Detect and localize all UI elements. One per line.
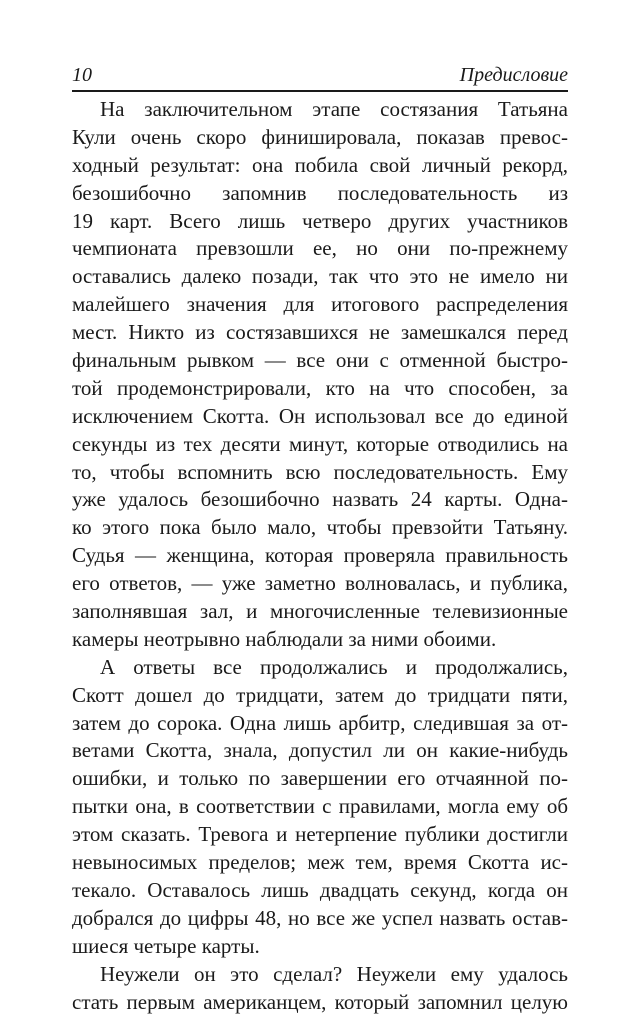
text-line: пытки она, в соответствии с правилами, могла ему об [72,793,568,821]
text-line: ошибки, и только по завершении его отчаянной по- [72,765,568,793]
text-line: добрался до цифры 48, но все же успел назвать остав- [72,905,568,933]
text-line: стать первым американцем, который запомнил целую [72,989,568,1016]
page-number: 10 [72,64,92,87]
text-line: той продемонстрировали, кто на что способен, за [72,375,568,403]
paragraph [72,96,568,654]
text-line: его ответов, — уже заметно волновалась, и публика, [72,570,568,598]
body-text [72,96,568,1016]
text-line: невыносимых пределов; меж тем, время Скотта ис- [72,849,568,877]
text-line: ко этого пока было мало, чтобы превзойти Татьяну. [72,514,568,542]
text-line: чемпионата превзошли ее, но они по-прежнему [72,235,568,263]
text-line: текало. Оставалось лишь двадцать секунд, когда он [72,877,568,905]
text-line: Судья — женщина, которая проверяла правильность [72,542,568,570]
page-header [72,64,568,90]
text-line: этом сказать. Тревога и нетерпение публики достигли [72,821,568,849]
text-line: Кули очень скоро финишировала, показав превос- [72,124,568,152]
text-line: безошибочно запомнив последовательность из [72,180,568,208]
text-line: Неужели он это сделал? Неужели ему удалось [72,961,568,989]
text-line: 19 карт. Всего лишь четверо других участников [72,208,568,236]
text-line: ветами Скотта, знала, допустил ли он какие-нибудь [72,737,568,765]
running-head: Предисловие [460,64,568,87]
header-rule [72,90,568,92]
paragraph [72,961,568,1016]
text-line: ходный результат: она побила свой личный рекорд, [72,152,568,180]
text-line: шиеся четыре карты. [72,933,568,961]
text-line: секунды из тех десяти минут, которые отводились на [72,431,568,459]
text-line: оставались далеко позади, так что это не имело ни [72,263,568,291]
text-line: затем до сорока. Одна лишь арбитр, следившая за от- [72,710,568,738]
text-line: малейшего значения для итогового распределения [72,291,568,319]
text-line: то, чтобы вспомнить всю последовательность. Ему [72,459,568,487]
text-line: На заключительном этапе состязания Татьяна [72,96,568,124]
text-line: камеры неотрывно наблюдали за ними обоими. [72,626,568,654]
text-line: финальным рывком — все они с отменной быстро- [72,347,568,375]
text-line: заполнявшая зал, и многочисленные телевизионные [72,598,568,626]
text-line: уже удалось безошибочно назвать 24 карты. Одна- [72,486,568,514]
text-line: мест. Никто из состязавшихся не замешкался перед [72,319,568,347]
text-line: А ответы все продолжались и продолжались, [72,654,568,682]
text-line: Скотт дошел до тридцати, затем до тридцати пяти, [72,682,568,710]
text-line: исключением Скотта. Он использовал все до единой [72,403,568,431]
paragraph [72,654,568,961]
